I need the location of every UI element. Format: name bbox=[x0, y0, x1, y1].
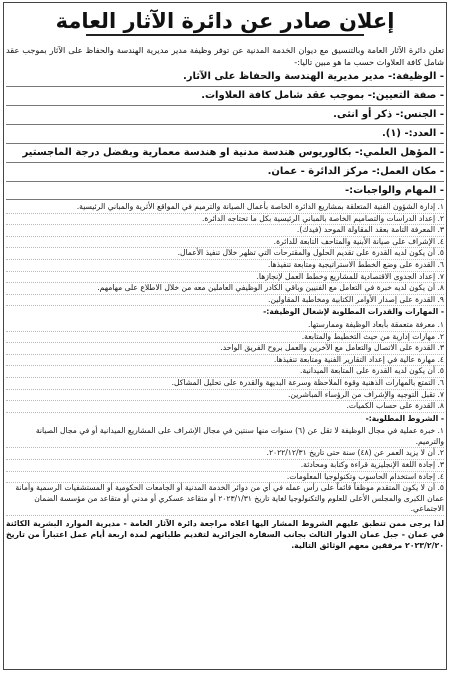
skill-item: ٦. التمتع بالمهارات الذهنية وقوة الملاحظة وسرعة البديهة والقدرة على تحليل المشاكل. bbox=[6, 378, 444, 390]
footer-paragraph: لذا يرجى ممن تنطبق عليهم الشروط المشار اليها اعلاه مراجعة دائرة الآثار العامة - مديرية الموارد البشرية الكائنة في عمان - جبل عمان الدوار الثالث بجانب السفارة الجزائرية لتقديم طلباتهم لمدة اربعة أيام عمل اعتباراً من تاريخ ٢٠٢٣/٢/٢٠ مرفقين معهم الوثائق التالية. bbox=[6, 519, 444, 551]
skill-item: ٣. القدرة على الاتصال والتعامل مع الآخرين والعمل بروح الفريق الواحد. bbox=[6, 343, 444, 355]
duty-item: ٥. أن يكون لديه القدرة على تقديم الحلول والمقترحات التي تظهر خلال تنفيذ الأعمال. bbox=[6, 248, 444, 260]
field-job-title: - الوظيفة:- مدير مديرية الهندسة والحفاظ على الآثار. bbox=[6, 70, 444, 87]
page-border bbox=[3, 2, 447, 670]
condition-item: ٤. إجادة استخدام الحاسوب وتكنولوجيا المعلومات. bbox=[6, 472, 444, 484]
field-qualification: - المؤهل العلمي:- بكالوريوس هندسة مدنية او هندسة معمارية وبفضل درجة الماجستير bbox=[6, 146, 444, 163]
field-appointment-type: - صفة التعيين:- بموجب عقد شامل كافة العلاوات. bbox=[6, 89, 444, 106]
duty-item: ٨. أن يكون لديه خبرة في التعامل مع الفنيين وباقي الكادر الوظيفي العاملين معه من خلال الاطلاع على مهامهم. bbox=[6, 283, 444, 295]
skill-item: ٧. تقبل التوجيه والإشراف من الرؤساء المباشرين. bbox=[6, 390, 444, 402]
duty-item: ٤. الإشراف على صيانة الأبنية والمتاحف التابعة للدائرة. bbox=[6, 237, 444, 249]
duty-item: ٩. القدرة على إصدار الأوامر الكتابية ومخاطبة المقاولين. bbox=[6, 295, 444, 307]
field-count: - العدد:- (١). bbox=[6, 127, 444, 144]
skills-heading: - المهارات والقدرات المطلوبة لإشغال الوظيفة:- bbox=[263, 307, 444, 317]
skill-item: ٨. القدرة على حساب الكميات. bbox=[6, 401, 444, 413]
announcement-title: إعلان صادر عن دائرة الآثار العامة bbox=[6, 8, 444, 34]
condition-item: ٢. أن لا يزيد العمر عن (٤٨) سنة حتى تاريخ ٢٠٢٢/١٢/٣١. bbox=[6, 448, 444, 460]
condition-item: ٥. أن لا يكون المتقدم موظفاً قائماً على رأس عمله في أي من دوائر الخدمة المدنية أو الجامعات الحكومية أو المستشفيات الرسمية وأمانة عمان الكبرى والمجلس الأعلى للعلوم والتكنولوجيا لغاية تاريخ ٢٠٢٣/١/٣١ أو متقاعد عسكري أو مدني أو متقاعد من مؤسسة الضمان الاجتماعي. bbox=[6, 483, 444, 516]
field-work-location: - مكان العمل:- مركز الدائرة - عمان. bbox=[6, 165, 444, 182]
duty-item: ٧. إعداد الجدوى الاقتصادية للمشاريع وخطط العمل لإنجازها. bbox=[6, 272, 444, 284]
duty-item: ٦. القدرة على وضع الخطط الاستراتيجية ومتابعة تنفيذها. bbox=[6, 260, 444, 272]
skill-item: ١. معرفة متعمقة بأبعاد الوظيفة وممارستها. bbox=[6, 320, 444, 332]
duties-heading: - المهام والواجبات:- bbox=[6, 184, 444, 200]
condition-item: ١. خبرة عملية في مجال الوظيفة لا تقل عن (٦) سنوات منها سنتين في مجال الإشراف على المشاريع الميدانية أو في مجال الصيانة والترميم. bbox=[6, 426, 444, 448]
skill-item: ٥. أن يكون لديه القدرة على المتابعة الميدانية. bbox=[6, 366, 444, 378]
duty-item: ٢. إعداد الدراسات والتصاميم الخاصة بالمباني الرئيسية بكل ما تحتاجه الدائرة. bbox=[6, 214, 444, 226]
conditions-heading: - الشروط المطلوبة:- bbox=[365, 413, 444, 423]
duty-item: ٣. المعرفة التامة بعقد المقاولة الموحد (فيدك). bbox=[6, 225, 444, 237]
skill-item: ٤. مهارة عالية في إعداد التقارير الفنية ومتابعة تنفيذها. bbox=[6, 355, 444, 367]
condition-item: ٣. إجادة اللغة الإنجليزية قراءة وكتابة ومحادثة. bbox=[6, 460, 444, 472]
field-gender: - الجنس:- ذكر أو انثى. bbox=[6, 108, 444, 125]
duty-item: ١. إدارة الشؤون الفنية المتعلقة بمشاريع الدائرة الخاصة بأعمال الصيانة والترميم في المواقع الأثرية والمباني الرئيسية. bbox=[6, 202, 444, 214]
intro-paragraph: تعلن دائرة الآثار العامة وبالتنسيق مع ديوان الخدمة المدنية عن توفر وظيفة مدير مديرية الهندسة والحفاظ على الآثار بموجب عقد شامل كافة العلاوات حسب ما هو مبين تاليا:- bbox=[6, 45, 444, 67]
skill-item: ٢. مهارات إدارية من حيث التخطيط والمتابعة. bbox=[6, 332, 444, 344]
